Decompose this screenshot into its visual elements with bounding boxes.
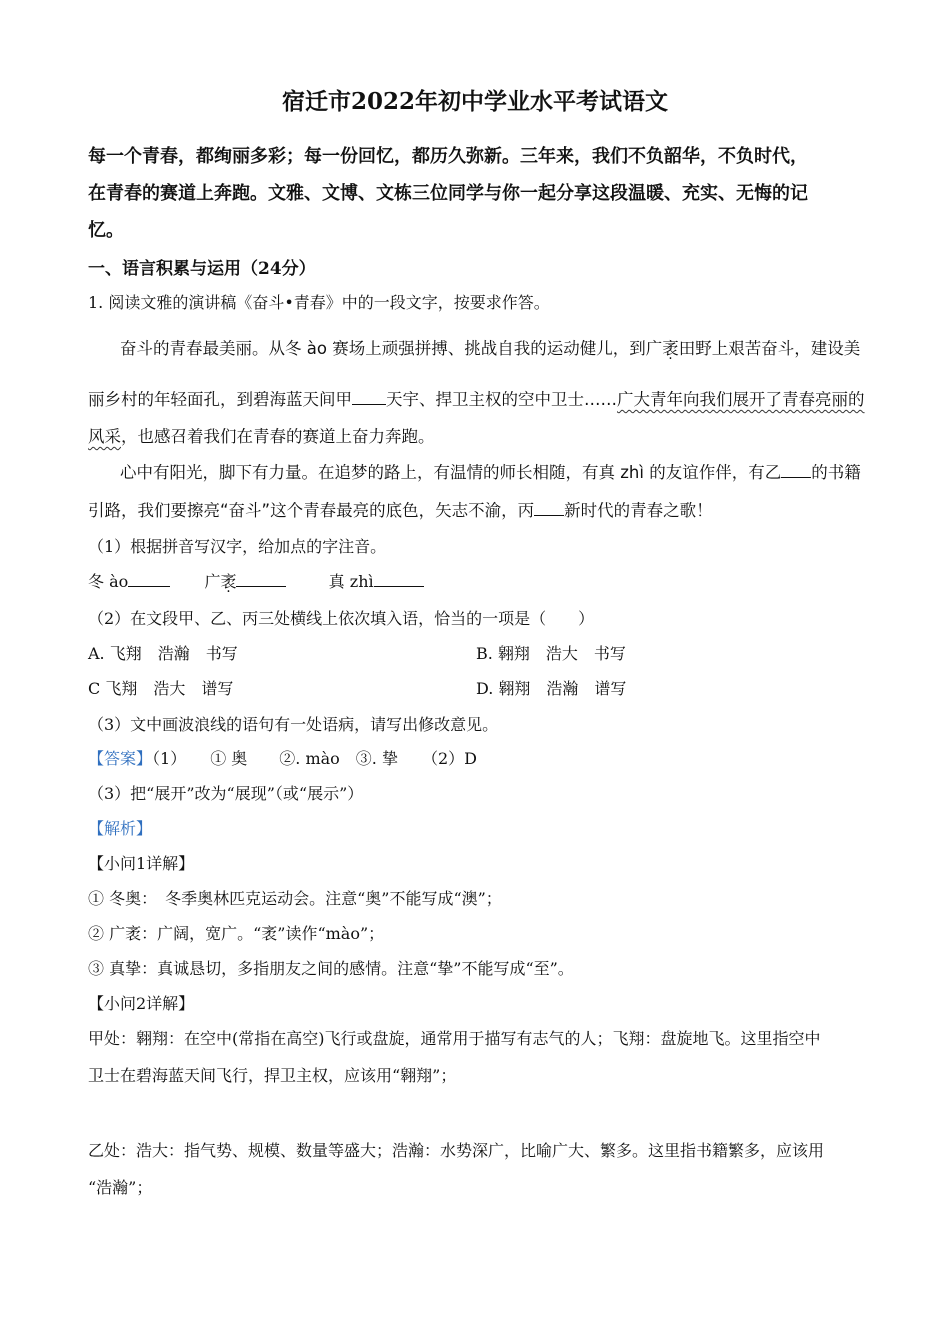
analysis-tag: 【解析】 — [88, 819, 153, 838]
passage-text: 奋斗的青春最美丽。从冬 ào 赛场上顽强拼搏、挑战自我的运动健儿，到广 — [120, 339, 663, 358]
passage-line-2 — [88, 390, 865, 410]
passage-text: 的书籍 — [811, 463, 861, 482]
passage-line-3 — [88, 427, 435, 447]
blank-bing — [534, 501, 564, 516]
option-c: C 飞翔 浩大 谱写 — [88, 679, 234, 698]
passage-text: 新时代的青春之歌！ — [564, 501, 713, 520]
passage-line-4 — [120, 463, 861, 483]
intro-line-1: 每一个青春，都绚丽多彩；每一份回忆，都历久弥新。三年来，我们不负韶华，不负时代， — [88, 146, 808, 167]
fill-label-zhi: 真 zhì — [328, 572, 374, 591]
fill-blank — [374, 572, 424, 587]
option-d: D. 翱翔 浩瀚 谱写 — [476, 679, 627, 698]
fill-row — [88, 572, 424, 592]
blank-jia — [352, 390, 386, 405]
sub-2-line-3: 乙处：浩大：指气势、规模、数量等盛大；浩瀚：水势深广，比喻广大、繁多。这里指书籍繁多，应该用 — [88, 1141, 825, 1160]
page-title: 宿迁市2022年初中学业水平考试语文 — [281, 88, 668, 115]
sub-1-line-2: ② 广袤：广阔，宽广。“袤”读作“mào”； — [88, 924, 385, 943]
passage-text: 引路，我们要擦亮“奋斗”这个青春最亮的底色，矢志不渝，丙 — [88, 501, 535, 520]
question-1-prompt: 1. 阅读文雅的演讲稿《奋斗•青春》中的一段文字，按要求作答。 — [88, 293, 550, 312]
fill-label-mao: 广 — [204, 572, 221, 591]
passage-text: 心中有阳光，脚下有力量。在追梦的路上，有温情的师长相随，有真 zhì 的友谊作伴，有乙 — [120, 463, 782, 482]
wavy-underlined-text: 风采 — [88, 427, 121, 446]
passage-text: 田野上艰苦奋斗，建设美 — [678, 339, 861, 358]
answer-tag: 【答案】 — [88, 749, 153, 768]
fill-label-ao: 冬 ào — [88, 572, 129, 591]
passage-text: 丽乡村的年轻面孔，到碧海蓝天间甲 — [88, 390, 352, 409]
dotted-char: 袤 — [662, 339, 679, 358]
fill-blank — [128, 572, 170, 587]
sub-question-3: （3）文中画波浪线的语句有一处语病，请写出修改意见。 — [88, 715, 499, 734]
answer-line-1 — [88, 749, 477, 769]
sub-2-line-2: 卫士在碧海蓝天间飞行，捍卫主权，应该用“翱翔”； — [88, 1066, 457, 1085]
wavy-underlined-text: 广大青年向我们展开了青春亮丽的 — [617, 390, 865, 409]
sub-2-heading: 【小问2详解】 — [88, 994, 195, 1013]
answer-line-2: （3）把“展开”改为“展现”（或“展示”） — [88, 784, 364, 803]
sub-1-heading: 【小问1详解】 — [88, 854, 195, 873]
sub-2-line-1: 甲处：翱翔：在空中(常指在高空)飞行或盘旋，通常用于描写有志气的人；飞翔：盘旋地飞。这里指空中 — [88, 1029, 821, 1048]
answer-text: （1） ① 奥 ②. mào ③. 挚 （2）D — [152, 749, 477, 768]
options-row-2 — [88, 679, 868, 699]
passage-line-5 — [88, 501, 713, 521]
passage-text: ，也感召着我们在青春的赛道上奋力奔跑。 — [121, 427, 435, 446]
dotted-char: 袤 — [220, 572, 237, 591]
blank-yi — [781, 463, 811, 478]
sub-question-2: （2）在文段甲、乙、丙三处横线上依次填入语，恰当的一项是（ ） — [88, 609, 595, 628]
fill-blank — [236, 572, 286, 587]
passage-line-1 — [120, 339, 860, 359]
passage-text: 天宇、捍卫主权的空中卫士…… — [386, 390, 617, 409]
section-heading: 一、语言积累与运用（24分） — [88, 259, 316, 279]
intro-line-3: 忆。 — [88, 220, 124, 241]
options-row-1 — [88, 644, 868, 664]
sub-2-line-4: “浩瀚”； — [88, 1178, 153, 1197]
option-a: A. 飞翔 浩瀚 书写 — [88, 644, 238, 663]
sub-1-line-3: ③ 真挚：真诚恳切，多指朋友之间的感情。注意“挚”不能写成“至”。 — [88, 959, 574, 978]
sub-1-line-1: ① 冬奥： 冬季奥林匹克运动会。注意“奥”不能写成“澳”； — [88, 889, 502, 908]
sub-question-1: （1）根据拼音写汉字，给加点的字注音。 — [88, 537, 387, 556]
option-b: B. 翱翔 浩大 书写 — [476, 644, 626, 663]
intro-line-2: 在青春的赛道上奔跑。文雅、文博、文栋三位同学与你一起分享这段温暖、充实、无悔的记 — [88, 183, 808, 204]
